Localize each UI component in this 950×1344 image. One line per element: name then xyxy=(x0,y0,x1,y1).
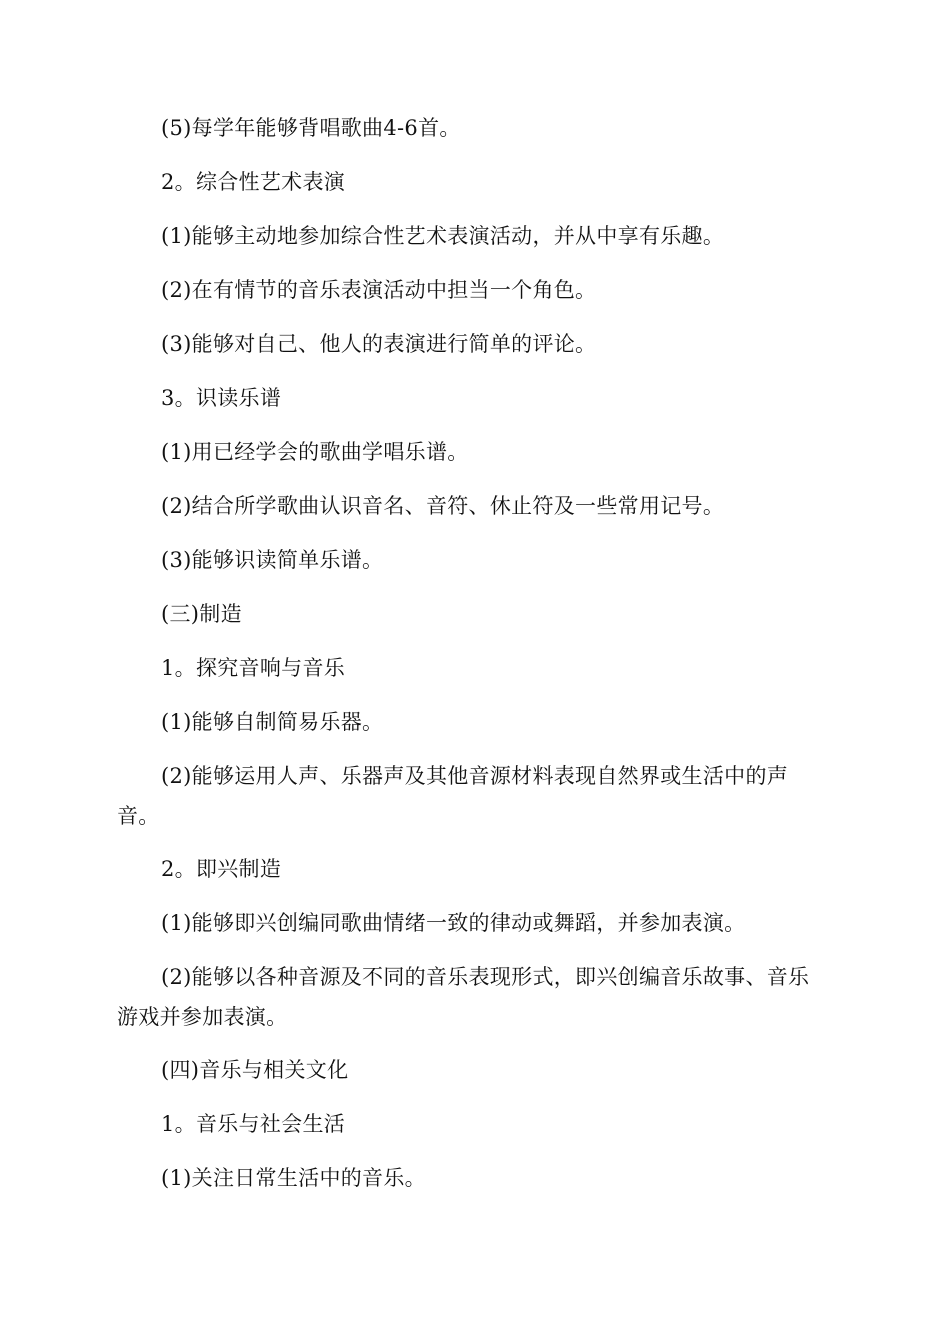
paragraph: (3)能够对自己、他人的表演进行简单的评论。 xyxy=(161,332,597,356)
section-heading: (三)制造 xyxy=(161,602,242,626)
paragraph: (3)能够识读简单乐谱。 xyxy=(161,548,384,572)
section-heading: 3。识读乐谱 xyxy=(161,386,282,410)
paragraph: (1)能够自制简易乐器。 xyxy=(161,710,384,734)
paragraph: (1)关注日常生活中的音乐。 xyxy=(161,1166,426,1190)
section-heading: 2。即兴制造 xyxy=(161,857,282,881)
paragraph: (1)能够即兴创编同歌曲情绪一致的律动或舞蹈，并参加表演。 xyxy=(161,911,746,935)
section-heading: 1。探究音响与音乐 xyxy=(161,656,346,680)
paragraph: (1)用已经学会的歌曲学唱乐谱。 xyxy=(161,440,469,464)
paragraph: (2)结合所学歌曲认识音名、音符、休止符及一些常用记号。 xyxy=(161,494,725,518)
paragraph: (2)能够以各种音源及不同的音乐表现形式，即兴创编音乐故事、音乐游戏并参加表演。 xyxy=(117,965,810,1029)
paragraph: (1)能够主动地参加综合性艺术表演活动，并从中享有乐趣。 xyxy=(161,224,725,248)
paragraph: (5)每学年能够背唱歌曲4-6首。 xyxy=(161,116,461,140)
paragraph: (2)能够运用人声、乐器声及其他音源材料表现自然界或生活中的声音。 xyxy=(117,764,789,828)
section-heading: (四)音乐与相关文化 xyxy=(161,1058,349,1082)
section-heading: 1。音乐与社会生活 xyxy=(161,1112,346,1136)
paragraph: (2)在有情节的音乐表演活动中担当一个角色。 xyxy=(161,278,597,302)
section-heading: 2。综合性艺术表演 xyxy=(161,170,346,194)
